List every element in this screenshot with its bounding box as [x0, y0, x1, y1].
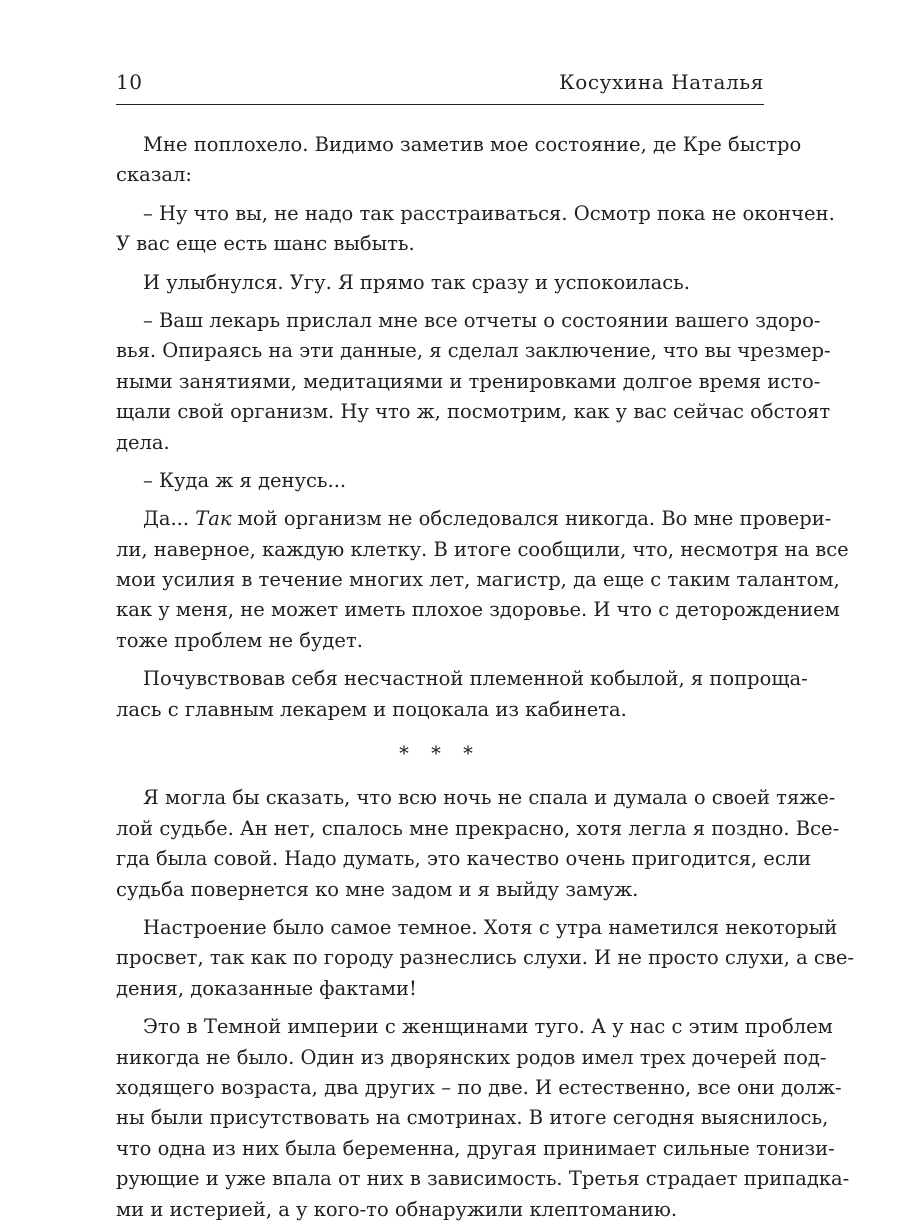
text-line: никогда не было. Один из дворянских родов имел трех дочерей под- — [116, 1045, 827, 1069]
text-line: – Куда ж я денусь... — [143, 468, 347, 492]
text-line: ны были присутствовать на смотринах. В итоге сегодня выяснилось, — [116, 1106, 829, 1130]
text-line: Почувствовав себя несчастной племенной кобылой, я попроща- — [143, 667, 808, 691]
text-fragment: Да... — [143, 507, 196, 531]
text-line: – Ваш лекарь прислал мне все отчеты о состоянии вашего здоро- — [143, 308, 821, 332]
text-line: лась с главным лекарем и поцокала из кабинета. — [116, 697, 627, 721]
paragraph — [116, 783, 840, 905]
text-line: ходящего возраста, два других – по две. И естественно, все они долж- — [116, 1075, 842, 1099]
text-line: тоже проблем не будет. — [116, 628, 363, 652]
text-line: просвет, так как по городу разнеслись слухи. И не просто слухи, а све- — [116, 946, 854, 970]
paragraph — [116, 504, 849, 656]
text-line: ми и истерией, а у кого-то обнаружили клептоманию. — [116, 1197, 678, 1221]
text-line: рующие и уже впала от них в зависимость. Третья страдает припадка- — [116, 1167, 850, 1191]
text-line: щали свой организм. Ну что ж, посмотрим, как у вас сейчас обстоят — [116, 400, 831, 424]
italic-word: Так — [195, 507, 232, 531]
text-line: сказал: — [116, 163, 192, 187]
paragraph — [116, 306, 831, 458]
text-line: И улыбнулся. Угу. Я прямо так сразу и успокоилась. — [143, 270, 690, 294]
text-line: ли, наверное, каждую клетку. В итоге сообщили, что, несмотря на все — [116, 537, 849, 561]
text-line: – Ну что вы, не надо так расстраиваться. Осмотр пока не окончен. — [143, 201, 835, 225]
text-line: гда была совой. Надо думать, это качество очень пригодится, если — [116, 847, 812, 871]
text-line: дения, доказанные фактами! — [116, 976, 417, 1000]
paragraph — [116, 664, 808, 725]
text-line: дела. — [116, 430, 170, 454]
text-line — [116, 504, 832, 534]
running-head-author: Косухина Наталья — [559, 70, 764, 94]
text-line: Я могла бы сказать, что всю ночь не спала и думала о своей тяже- — [143, 786, 836, 810]
text-line: Мне поплохело. Видимо заметив мое состояние, де Кре быстро — [143, 133, 802, 156]
text-line: судьба повернется ко мне задом и я выйду замуж. — [116, 877, 639, 901]
text-line: лой судьбе. Ан нет, спалось мне прекрасно, хотя легла я поздно. Все- — [116, 816, 840, 840]
page-number: 10 — [116, 70, 143, 94]
paragraph — [116, 199, 835, 260]
paragraph — [116, 130, 802, 191]
paragraph — [116, 466, 764, 496]
text-fragment: мой организм не обследовался никогда. Во мне провери- — [231, 507, 832, 531]
text-line: что одна из них была беременна, другая принимает сильные тонизи- — [116, 1136, 835, 1160]
text-line: ными занятиями, медитациями и тренировками долгое время исто- — [116, 369, 821, 393]
text-line: как у меня, не может иметь плохое здоровье. И что с деторождением — [116, 598, 840, 622]
paragraph — [116, 1012, 850, 1225]
page-header — [116, 64, 764, 105]
text-line: мои усилия в течение многих лет, магистр, да еще с таким талантом, — [116, 568, 840, 592]
text-line: Настроение было самое темное. Хотя с утра наметился некоторый — [143, 915, 838, 939]
text-body — [116, 130, 854, 1225]
paragraph — [116, 268, 764, 298]
scene-separator: * * * — [399, 742, 481, 766]
paragraph — [116, 913, 854, 1004]
text-line: У вас еще есть шанс выбыть. — [116, 232, 415, 256]
text-line: вья. Опираясь на эти данные, я сделал заключение, что вы чрезмер- — [116, 339, 831, 363]
text-line: Это в Темной империи с женщинами туго. А у нас с этим проблем — [143, 1015, 833, 1039]
